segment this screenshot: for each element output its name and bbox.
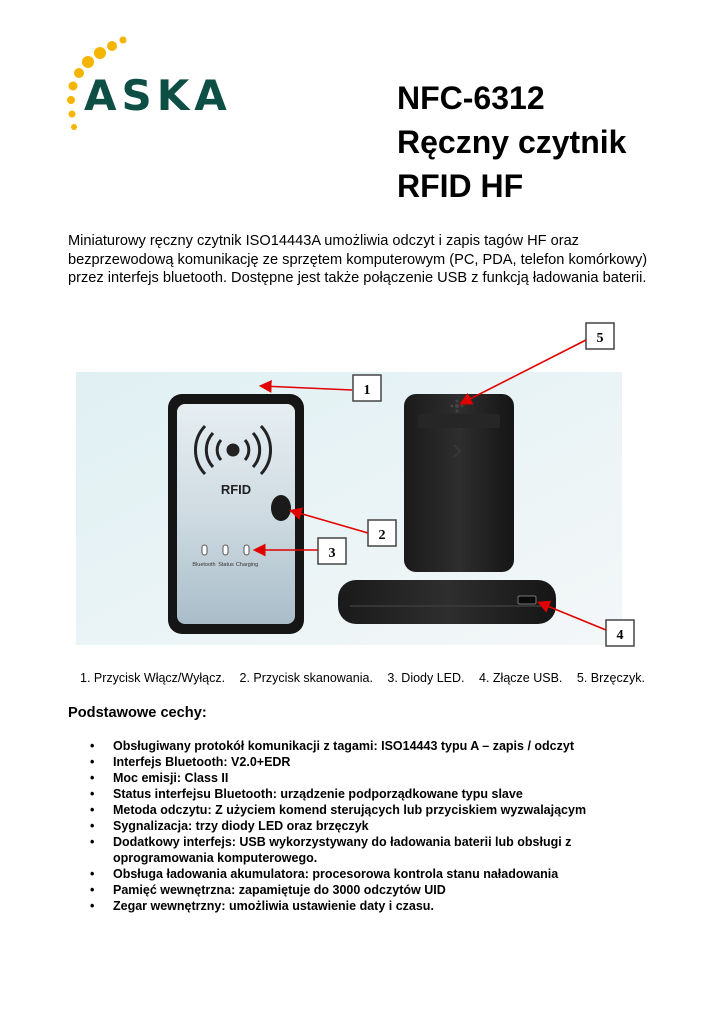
list-item: • Interfejs Bluetooth: V2.0+EDR (90, 754, 650, 770)
caption-item: 1. Przycisk Włącz/Wyłącz. (80, 671, 226, 685)
features-list (90, 738, 650, 914)
callout-number: 5 (596, 331, 604, 346)
device-back (404, 394, 514, 572)
caption-item: 5. Brzęczyk. (576, 671, 645, 685)
callout-1 (353, 375, 381, 401)
callout-2 (368, 520, 396, 546)
callout-4 (606, 620, 634, 646)
intro-paragraph (68, 232, 668, 288)
product-figure (0, 310, 724, 655)
callout-5 (586, 323, 614, 349)
led-label-charging: Charging (235, 562, 259, 568)
list-item: • Moc emisji: Class II (90, 770, 650, 786)
list-item: • Sygnalizacja: trzy diody LED oraz brzęczyk (90, 818, 650, 834)
list-item: • Metoda odczytu: Z użyciem komend sterujących lub przyciskiem wyzwalającym (90, 802, 650, 818)
led-label-status: Status (218, 562, 234, 568)
title-line: RFID HF (397, 168, 524, 204)
aska-logo (60, 30, 300, 140)
logo-text: ASKA (84, 71, 232, 120)
led-label-bluetooth: Bluetooth (192, 562, 216, 568)
device-rfid-label: RFID (220, 482, 252, 497)
list-item: • Dodatkowy interfejs: USB wykorzystywany do ładowania baterii lub obsługi z oprogramowania komputerowego. (90, 834, 650, 866)
product-title (397, 76, 626, 208)
features-heading: Podstawowe cechy: (68, 705, 207, 721)
device-side (338, 580, 556, 624)
callout-number: 1 (363, 383, 371, 398)
scan-button (271, 495, 291, 521)
list-item: • Pamięć wewnętrzna: zapamiętuje do 3000 odczytów UID (90, 882, 650, 898)
callout-number: 2 (378, 528, 386, 543)
intro-line: przez interfejs bluetooth. Dostępne jest także połączenie USB z funkcją ładowania baterii. (68, 270, 647, 286)
intro-line: bezprzewodową komunikację ze sprzętem komputerowym (PC, PDA, telefon komórkowy) (68, 251, 648, 268)
device-front (168, 394, 304, 634)
title-line: Ręczny czytnik (397, 124, 627, 160)
callout-number: 4 (616, 628, 624, 643)
caption-item: 2. Przycisk skanowania. (239, 671, 373, 685)
list-item: • Status interfejsu Bluetooth: urządzenie podporządkowane typu slave (90, 786, 650, 802)
usb-port (518, 596, 536, 604)
callout-3 (318, 538, 346, 564)
list-item: • Obsługa ładowania akumulatora: procesorowa kontrola stanu naładowania (90, 866, 650, 882)
intro-line: Miniaturowy ręczny czytnik ISO14443A umożliwia odczyt i zapis tagów HF oraz (68, 233, 579, 249)
callout-number: 3 (328, 546, 336, 561)
figure-caption (80, 671, 656, 685)
title-line: NFC-6312 (397, 80, 545, 116)
caption-item: 4. Złącze USB. (479, 671, 563, 685)
caption-item: 3. Diody LED. (387, 671, 465, 685)
list-item: • Zegar wewnętrzny: umożliwia ustawienie daty i czasu. (90, 898, 650, 914)
list-item: • Obsługiwany protokół komunikacji z tagami: ISO14443 typu A – zapis / odczyt (90, 738, 650, 754)
